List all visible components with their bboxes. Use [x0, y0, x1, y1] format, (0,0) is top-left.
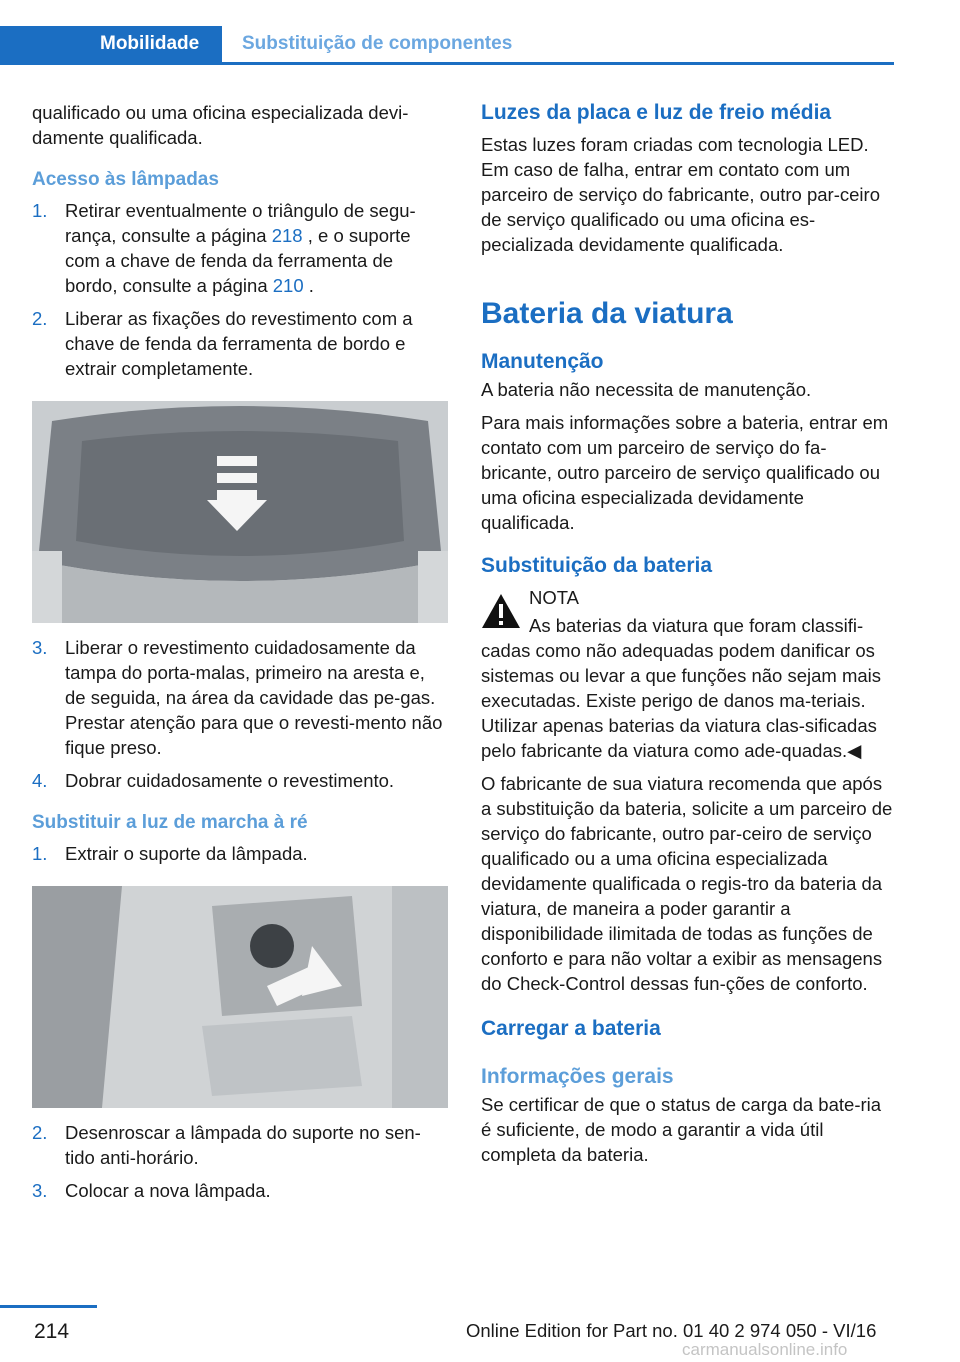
intro-line-2: damente qualificada.	[32, 127, 203, 148]
footer-rule	[0, 1305, 97, 1308]
list-item	[32, 1178, 450, 1203]
step-number: 1.	[32, 200, 48, 221]
left-column	[32, 100, 450, 1203]
subhead-luz-re: Substituir a luz de marcha à ré	[32, 812, 308, 833]
list-item	[32, 198, 450, 298]
list-item	[32, 306, 450, 381]
step-text: Dobrar cuidadosamente o revestimento.	[65, 770, 395, 791]
step-text: Desenroscar a lâmpada do suporte no sen‐tido anti-horário.	[65, 1122, 421, 1168]
step-number: 3.	[32, 1180, 48, 1201]
list-item	[32, 1120, 450, 1170]
subhead-acesso: Acesso às lâmpadas	[32, 169, 219, 190]
steps-list-4	[32, 1120, 450, 1203]
page-link-210[interactable]: 210	[272, 275, 304, 296]
paragraph-registro-bateria: O fabricante de sua viatura recomenda que após a substituição da bateria, solicite a um parceiro de serviço do fabricante, outro par‐ceiro de serviço qualificado ou a uma oficina especializada devidamente qualificada o regis‐tro da bateria da viatura, de maneira a poder garantir a disponibilidade ilimitada de todas as funções de conforto e para não voltar a exibir as mensagens do Check-Control dessas fun‐ções de conforto.	[481, 773, 893, 994]
page-number: 214	[34, 1320, 70, 1343]
heading-bateria-viatura: Bateria da viatura	[481, 297, 733, 330]
step-text: Liberar o revestimento cuidadosamente da tampa do porta-malas, primeiro na aresta e, de seguida, na área da cavidade das pe‐gas. Prestar atenção para que o revesti‐mento não fique preso.	[65, 637, 443, 758]
step-text: Colocar a nova lâmpada.	[65, 1180, 271, 1201]
watermark: carmanualsonline.info	[682, 1340, 848, 1359]
bulb-holder-photo	[32, 886, 448, 1108]
step-number: 2.	[32, 308, 48, 329]
note-text: As baterias da viatura que foram classifi‐cadas como não adequadas podem danificar os sistemas ou levar a que funções não sejam mais executadas. Existe perigo de danos ma‐teriais. Utilizar apenas baterias da viatura clas‐sificadas pelo fabricante da viatura como ade‐quadas.◀	[481, 615, 882, 761]
steps-list-2	[32, 635, 450, 793]
header-rule	[0, 62, 894, 65]
edition-info: Online Edition for Part no. 01 40 2 974 050 - VI/16	[466, 1320, 877, 1341]
step-text: Extrair o suporte da lâmpada.	[65, 843, 308, 864]
step-text: Retirar eventualmente o triângulo de segu‐rança, consulte a página 218 , e o suporte com a chave de fenda da ferramenta de bordo, consulte a página 210 .	[65, 200, 416, 296]
paragraph-manutencao-1: A bateria não necessita de manutenção.	[481, 379, 812, 400]
heading-luzes-placa: Luzes da placa e luz de freio média	[481, 101, 832, 124]
heading-manutencao: Manutenção	[481, 350, 604, 373]
list-item	[32, 841, 450, 866]
step-number: 1.	[32, 843, 48, 864]
step-number: 4.	[32, 770, 48, 791]
warning-triangle-icon	[481, 593, 521, 629]
paragraph-manutencao-2: Para mais informações sobre a bateria, entrar em contato com um parceiro de serviço do fa‐bricante, outro parceiro de serviço qualificado ou uma oficina especializada devidamente qualificada.	[481, 412, 889, 533]
trunk-lid-illustration	[32, 401, 448, 623]
list-item	[32, 768, 450, 793]
paragraph-luzes-placa: Estas luzes foram criadas com tecnologia LED. Em caso de falha, entrar em contato com um parceiro de serviço do fabricante, outro par‐ceiro de serviço qualificado ou uma oficina es‐pecializada devidamente qualificada.	[481, 134, 880, 255]
bulb-holder-illustration	[32, 886, 448, 1108]
list-item	[32, 635, 450, 760]
right-column	[481, 100, 896, 1167]
note-label: NOTA	[529, 587, 580, 608]
heading-informacoes-gerais: Informações gerais	[481, 1065, 674, 1088]
tab-substituicao[interactable]: Substituição de componentes	[224, 26, 894, 62]
steps-list-3	[32, 841, 450, 866]
heading-carregar-bateria: Carregar a bateria	[481, 1017, 661, 1040]
step-number: 2.	[32, 1122, 48, 1143]
page-link-218[interactable]: 218	[271, 225, 303, 246]
trunk-lid-photo	[32, 401, 448, 623]
step-number: 3.	[32, 637, 48, 658]
intro-line-1: qualificado ou uma oficina especializada devi‐	[32, 102, 409, 123]
steps-list-1	[32, 198, 450, 381]
step-text: Liberar as fixações do revestimento com a chave de fenda da ferramenta de bordo e extrair completamente.	[65, 308, 413, 379]
heading-substituicao-bateria: Substituição da bateria	[481, 554, 713, 577]
paragraph-informacoes-gerais: Se certificar de que o status de carga da bate‐ria é suficiente, de modo a garantir a vida útil completa da bateria.	[481, 1094, 882, 1165]
tab-mobilidade[interactable]: Mobilidade	[0, 26, 222, 62]
